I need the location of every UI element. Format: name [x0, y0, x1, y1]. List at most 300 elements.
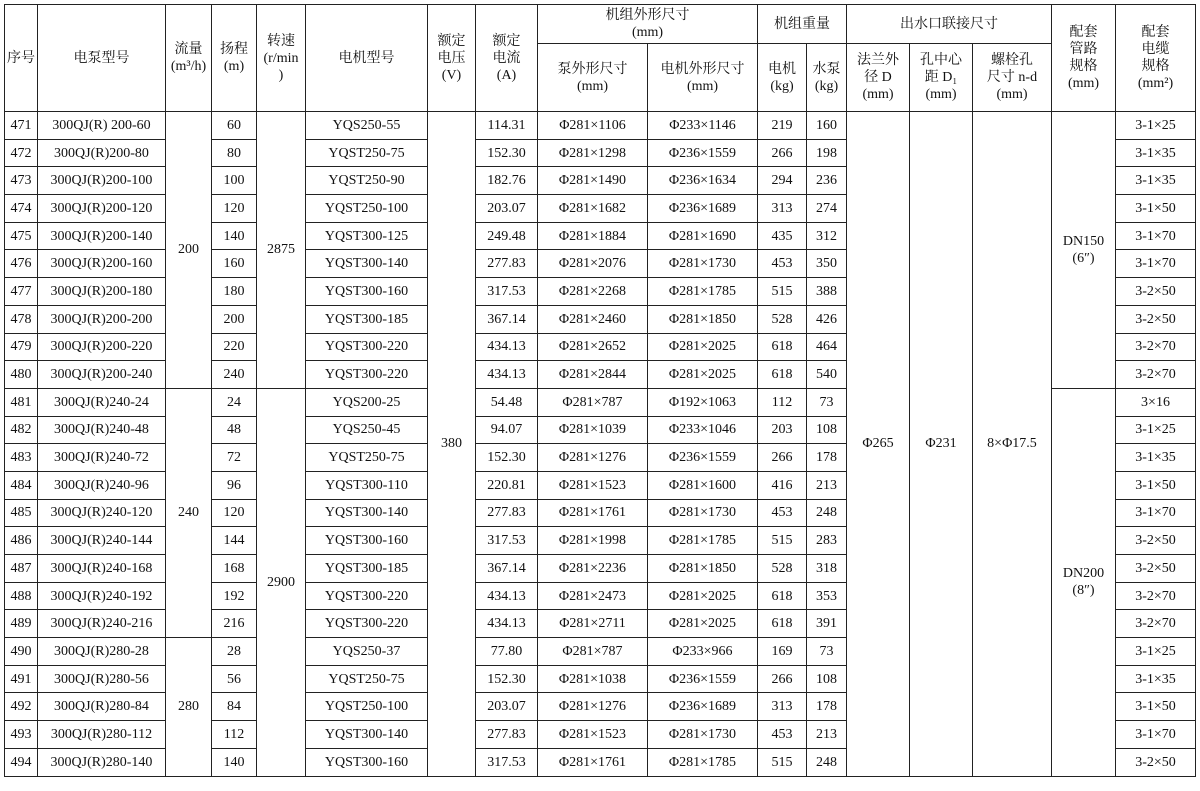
cell-motor-dim: Φ281×1785: [648, 278, 758, 306]
cell-motor: YQST300-185: [306, 305, 428, 333]
cell-pump-dim: Φ281×2076: [538, 250, 648, 278]
cell-current: 434.13: [476, 582, 538, 610]
cell-w-motor: 266: [758, 444, 807, 472]
header-speed-l1: (r/min: [263, 50, 299, 66]
cell-motor: YQS250-37: [306, 638, 428, 666]
cell-motor: YQST300-220: [306, 333, 428, 361]
cell-pump-dim: Φ281×1761: [538, 748, 648, 776]
cell-model: 300QJ(R)200-160: [38, 250, 166, 278]
cell-w-motor: 453: [758, 499, 807, 527]
cell-motor: YQST300-220: [306, 610, 428, 638]
cell-flange: Φ265: [847, 112, 910, 777]
cell-motor: YQST300-220: [306, 582, 428, 610]
cell-seq: 490: [5, 638, 38, 666]
cell-head: 28: [212, 638, 257, 666]
cell-cable: 3-2×50: [1116, 527, 1196, 555]
cell-current: 277.83: [476, 499, 538, 527]
cell-model: 300QJ(R)280-28: [38, 638, 166, 666]
cell-model: 300QJ(R)200-100: [38, 167, 166, 195]
cell-cable: 3-2×70: [1116, 361, 1196, 389]
cell-head: 168: [212, 555, 257, 583]
cell-motor-dim: Φ281×2025: [648, 333, 758, 361]
cell-model: 300QJ(R) 200-60: [38, 112, 166, 140]
header-w-motor-l0: 电机: [768, 61, 796, 77]
cell-w-pump: 108: [807, 416, 847, 444]
cell-cable: 3-1×25: [1116, 112, 1196, 140]
cell-motor: YQST300-110: [306, 471, 428, 499]
cell-cable: 3-1×35: [1116, 444, 1196, 472]
header-flow-l1: (m³/h): [170, 59, 207, 74]
cell-model: 300QJ(R)240-72: [38, 444, 166, 472]
cell-w-motor: 618: [758, 582, 807, 610]
cell-pump-dim: Φ281×1298: [538, 139, 648, 167]
cell-motor-dim: Φ281×1690: [648, 222, 758, 250]
cell-pump-dim: Φ281×1038: [538, 665, 648, 693]
cell-current: 94.07: [476, 416, 538, 444]
cell-model: 300QJ(R)200-180: [38, 278, 166, 306]
cell-w-motor: 294: [758, 167, 807, 195]
cell-w-motor: 453: [758, 250, 807, 278]
cell-seq: 486: [5, 527, 38, 555]
cell-w-pump: 178: [807, 693, 847, 721]
cell-pipe-line-0: DN150: [1062, 233, 1105, 249]
cell-seq: 491: [5, 665, 38, 693]
cell-model: 300QJ(R)280-112: [38, 721, 166, 749]
cell-current: 434.13: [476, 333, 538, 361]
cell-w-motor: 435: [758, 222, 807, 250]
cell-cable: 3-1×70: [1116, 250, 1196, 278]
cell-pump-dim: Φ281×787: [538, 638, 648, 666]
header-head: [212, 5, 257, 112]
header-seq: [5, 5, 38, 112]
cell-w-pump: 540: [807, 361, 847, 389]
cell-w-motor: 528: [758, 555, 807, 583]
cell-model: 300QJ(R)240-24: [38, 388, 166, 416]
cell-motor-dim: Φ192×1063: [648, 388, 758, 416]
header-bolt-l0: 螺栓孔: [991, 53, 1033, 68]
cell-motor-dim: Φ236×1559: [648, 139, 758, 167]
cell-current: 203.07: [476, 195, 538, 223]
cell-model: 300QJ(R)200-140: [38, 222, 166, 250]
cell-w-pump: 248: [807, 748, 847, 776]
cell-motor: YQST250-75: [306, 665, 428, 693]
header-row-1: [5, 5, 1196, 44]
cell-motor: YQST300-125: [306, 222, 428, 250]
cell-pump-dim: Φ281×2236: [538, 555, 648, 583]
cell-model: 300QJ(R)280-56: [38, 665, 166, 693]
cell-motor-dim: Φ281×1785: [648, 527, 758, 555]
cell-voltage: 380: [428, 112, 476, 777]
cell-motor: YQST300-160: [306, 748, 428, 776]
cell-pump-dim: Φ281×1490: [538, 167, 648, 195]
cell-current: 367.14: [476, 305, 538, 333]
cell-w-pump: 213: [807, 721, 847, 749]
cell-head: 192: [212, 582, 257, 610]
header-model: [38, 5, 166, 112]
cell-model: 300QJ(R)240-144: [38, 527, 166, 555]
cell-speed: 2900: [257, 388, 306, 776]
cell-current: 367.14: [476, 555, 538, 583]
cell-head: 72: [212, 444, 257, 472]
cell-hole-center: Φ231: [910, 112, 973, 777]
cell-head: 24: [212, 388, 257, 416]
cell-current: 249.48: [476, 222, 538, 250]
cell-w-pump: 73: [807, 388, 847, 416]
cell-w-motor: 453: [758, 721, 807, 749]
cell-head: 180: [212, 278, 257, 306]
cell-seq: 485: [5, 499, 38, 527]
header-weight: [758, 5, 847, 44]
cell-model: 300QJ(R)200-120: [38, 195, 166, 223]
cell-model: 300QJ(R)200-240: [38, 361, 166, 389]
cell-cable: 3-1×50: [1116, 693, 1196, 721]
cell-motor-dim: Φ236×1689: [648, 693, 758, 721]
cell-seq: 489: [5, 610, 38, 638]
cell-cable: 3-1×70: [1116, 499, 1196, 527]
header-motor-dim-l0: 电机外形尺寸: [660, 61, 745, 77]
header-flow: [166, 5, 212, 112]
cell-seq: 479: [5, 333, 38, 361]
header-cable-l0: 配套: [1141, 25, 1170, 40]
cell-model: 300QJ(R)200-200: [38, 305, 166, 333]
header-voltage-l1: 电压: [437, 50, 466, 66]
cell-motor: YQS250-45: [306, 416, 428, 444]
header-speed-l0: 转速: [267, 33, 295, 49]
cell-motor-dim: Φ233×1146: [648, 112, 758, 140]
cell-pump-dim: Φ281×1523: [538, 471, 648, 499]
cell-motor: YQS200-25: [306, 388, 428, 416]
cell-w-pump: 350: [807, 250, 847, 278]
header-flange-l2: (mm): [862, 87, 894, 102]
cell-w-motor: 618: [758, 361, 807, 389]
cell-motor-dim: Φ233×966: [648, 638, 758, 666]
cell-motor: YQST300-220: [306, 361, 428, 389]
header-current-l0: 额定: [492, 33, 521, 49]
cell-w-pump: 318: [807, 555, 847, 583]
cell-motor: YQST300-140: [306, 721, 428, 749]
cell-bolt: 8×Φ17.5: [973, 112, 1052, 777]
cell-head: 120: [212, 195, 257, 223]
cell-w-motor: 515: [758, 748, 807, 776]
header-motor-dim: [648, 44, 758, 112]
header-cable-l3: (mm²): [1137, 76, 1174, 91]
header-bolt-l2: (mm): [996, 87, 1028, 102]
header-head-l1: (m): [223, 59, 245, 74]
pump-spec-table: [4, 4, 1196, 777]
cell-model: 300QJ(R)240-168: [38, 555, 166, 583]
header-voltage: [428, 5, 476, 112]
header-pipe: [1052, 5, 1116, 112]
header-pipe-l1: 管路: [1069, 42, 1098, 57]
cell-cable: 3-2×50: [1116, 305, 1196, 333]
header-pipe-l0: 配套: [1069, 25, 1098, 40]
cell-seq: 472: [5, 139, 38, 167]
cell-pump-dim: Φ281×1761: [538, 499, 648, 527]
cell-cable: 3-2×70: [1116, 582, 1196, 610]
cell-motor-dim: Φ281×2025: [648, 361, 758, 389]
cell-motor-dim: Φ236×1634: [648, 167, 758, 195]
header-cable-l1: 电缆: [1141, 42, 1170, 57]
cell-seq: 482: [5, 416, 38, 444]
cell-motor-dim: Φ281×1730: [648, 250, 758, 278]
cell-head: 100: [212, 167, 257, 195]
cell-motor-dim: Φ281×2025: [648, 582, 758, 610]
cell-seq: 484: [5, 471, 38, 499]
header-pump-dim-l0: 泵外形尺寸: [557, 61, 628, 77]
cell-motor: YQST250-75: [306, 444, 428, 472]
cell-model: 300QJ(R)200-80: [38, 139, 166, 167]
cell-w-motor: 313: [758, 693, 807, 721]
header-bolt-l1: 尺寸 n-d: [986, 70, 1038, 85]
cell-seq: 474: [5, 195, 38, 223]
cell-current: 77.80: [476, 638, 538, 666]
cell-seq: 477: [5, 278, 38, 306]
cell-w-pump: 108: [807, 665, 847, 693]
header-motor-dim-l1: (mm): [686, 78, 719, 94]
cell-seq: 480: [5, 361, 38, 389]
header-current: [476, 5, 538, 112]
cell-current: 277.83: [476, 721, 538, 749]
cell-head: 200: [212, 305, 257, 333]
cell-model: 300QJ(R)280-84: [38, 693, 166, 721]
header-pump-dim-l1: (mm): [576, 78, 609, 94]
header-w-motor-l1: (kg): [770, 78, 794, 94]
cell-pump-dim: Φ281×1998: [538, 527, 648, 555]
cell-seq: 478: [5, 305, 38, 333]
cell-flow: 280: [166, 638, 212, 776]
cell-current: 434.13: [476, 610, 538, 638]
cell-head: 140: [212, 222, 257, 250]
cell-model: 300QJ(R)280-140: [38, 748, 166, 776]
header-hole-center-l0: 孔中心: [920, 53, 962, 68]
header-current-l1: 电流: [492, 50, 521, 66]
cell-current: 54.48: [476, 388, 538, 416]
cell-w-motor: 266: [758, 139, 807, 167]
cell-w-motor: 203: [758, 416, 807, 444]
cell-w-pump: 178: [807, 444, 847, 472]
header-w-pump: [807, 44, 847, 112]
cell-head: 160: [212, 250, 257, 278]
cell-motor: YQST250-100: [306, 693, 428, 721]
header-bolt: [973, 44, 1052, 112]
header-pump-dim: [538, 44, 648, 112]
cell-head: 48: [212, 416, 257, 444]
cell-head: 144: [212, 527, 257, 555]
cell-pump-dim: Φ281×1523: [538, 721, 648, 749]
cell-pump-dim: Φ281×1039: [538, 416, 648, 444]
cell-current: 317.53: [476, 278, 538, 306]
header-voltage-l0: 额定: [437, 33, 466, 49]
header-flange: [847, 44, 910, 112]
cell-w-motor: 618: [758, 610, 807, 638]
cell-w-motor: 515: [758, 527, 807, 555]
cell-w-pump: 353: [807, 582, 847, 610]
cell-current: 317.53: [476, 527, 538, 555]
cell-current: 220.81: [476, 471, 538, 499]
header-flange-l0: 法兰外: [857, 53, 899, 68]
header-dims-l0: 机组外形尺寸: [605, 8, 690, 23]
cell-pump-dim: Φ281×2473: [538, 582, 648, 610]
cell-pump-dim: Φ281×2652: [538, 333, 648, 361]
cell-seq: 476: [5, 250, 38, 278]
header-outlet-text: 出水口联接尺寸: [900, 16, 998, 32]
cell-head: 56: [212, 665, 257, 693]
header-seq-text: 序号: [7, 50, 35, 66]
cell-current: 182.76: [476, 167, 538, 195]
cell-pump-dim: Φ281×1884: [538, 222, 648, 250]
header-hole-center-l2: (mm): [925, 87, 957, 102]
cell-motor-dim: Φ281×1850: [648, 555, 758, 583]
header-current-l2: (A): [496, 67, 517, 83]
cell-pump-dim: Φ281×2844: [538, 361, 648, 389]
cell-pipe-line-1: (8″): [1072, 583, 1095, 599]
cell-model: 300QJ(R)240-216: [38, 610, 166, 638]
cell-motor-dim: Φ281×1600: [648, 471, 758, 499]
header-cable: [1116, 5, 1196, 112]
cell-seq: 473: [5, 167, 38, 195]
cell-pipe: [1052, 388, 1116, 776]
cell-w-pump: 274: [807, 195, 847, 223]
header-pipe-l3: (mm): [1067, 76, 1100, 91]
cell-motor-dim: Φ236×1689: [648, 195, 758, 223]
cell-speed: 2875: [257, 112, 306, 389]
cell-seq: 475: [5, 222, 38, 250]
cell-w-motor: 169: [758, 638, 807, 666]
cell-cable: 3-1×35: [1116, 167, 1196, 195]
cell-motor: YQST300-140: [306, 499, 428, 527]
cell-seq: 494: [5, 748, 38, 776]
cell-w-pump: 283: [807, 527, 847, 555]
cell-w-pump: 160: [807, 112, 847, 140]
cell-pump-dim: Φ281×1106: [538, 112, 648, 140]
header-voltage-l2: (V): [441, 67, 462, 83]
cell-head: 80: [212, 139, 257, 167]
cell-current: 152.30: [476, 444, 538, 472]
cell-cable: 3-1×70: [1116, 721, 1196, 749]
header-w-motor: [758, 44, 807, 112]
cell-w-pump: 198: [807, 139, 847, 167]
cell-motor: YQST250-100: [306, 195, 428, 223]
cell-w-pump: 236: [807, 167, 847, 195]
cell-pump-dim: Φ281×2460: [538, 305, 648, 333]
cell-w-pump: 248: [807, 499, 847, 527]
cell-seq: 493: [5, 721, 38, 749]
header-cable-l2: 规格: [1141, 59, 1170, 74]
cell-cable: 3-2×70: [1116, 333, 1196, 361]
cell-current: 152.30: [476, 139, 538, 167]
cell-head: 84: [212, 693, 257, 721]
cell-cable: 3-1×35: [1116, 139, 1196, 167]
cell-motor-dim: Φ236×1559: [648, 444, 758, 472]
cell-cable: 3-1×25: [1116, 416, 1196, 444]
spec-table-container: [4, 4, 1196, 777]
header-speed-l2: ): [278, 67, 284, 83]
cell-cable: 3-1×35: [1116, 665, 1196, 693]
cell-w-motor: 313: [758, 195, 807, 223]
cell-w-motor: 515: [758, 278, 807, 306]
header-hole-center-l1: 距 D₁: [924, 70, 958, 85]
cell-head: 96: [212, 471, 257, 499]
cell-head: 240: [212, 361, 257, 389]
cell-motor-dim: Φ281×1785: [648, 748, 758, 776]
cell-current: 434.13: [476, 361, 538, 389]
cell-w-motor: 112: [758, 388, 807, 416]
cell-motor: YQS250-55: [306, 112, 428, 140]
header-dims-l1: (mm): [631, 25, 664, 40]
cell-current: 114.31: [476, 112, 538, 140]
cell-pipe-line-0: DN200: [1062, 566, 1105, 582]
cell-w-pump: 426: [807, 305, 847, 333]
cell-motor: YQST250-90: [306, 167, 428, 195]
cell-w-motor: 528: [758, 305, 807, 333]
cell-pipe-line-1: (6″): [1072, 250, 1095, 266]
cell-cable: 3-2×70: [1116, 610, 1196, 638]
cell-motor-dim: Φ281×1730: [648, 499, 758, 527]
cell-flow: 200: [166, 112, 212, 389]
header-w-pump-l1: (kg): [814, 78, 839, 94]
cell-cable: 3-2×50: [1116, 278, 1196, 306]
cell-model: 300QJ(R)240-120: [38, 499, 166, 527]
cell-cable: 3×16: [1116, 388, 1196, 416]
cell-pump-dim: Φ281×1276: [538, 693, 648, 721]
header-speed: [257, 5, 306, 112]
cell-current: 317.53: [476, 748, 538, 776]
cell-w-pump: 73: [807, 638, 847, 666]
header-hole-center: [910, 44, 973, 112]
cell-head: 112: [212, 721, 257, 749]
cell-motor: YQST300-160: [306, 278, 428, 306]
cell-seq: 488: [5, 582, 38, 610]
cell-w-pump: 391: [807, 610, 847, 638]
cell-pump-dim: Φ281×1682: [538, 195, 648, 223]
header-motor-text: 电机型号: [338, 50, 395, 66]
header-dims: [538, 5, 758, 44]
cell-motor-dim: Φ233×1046: [648, 416, 758, 444]
cell-model: 300QJ(R)200-220: [38, 333, 166, 361]
cell-current: 152.30: [476, 665, 538, 693]
header-flow-l0: 流量: [174, 42, 203, 57]
cell-motor-dim: Φ281×2025: [648, 610, 758, 638]
cell-head: 220: [212, 333, 257, 361]
cell-pump-dim: Φ281×2711: [538, 610, 648, 638]
cell-motor-dim: Φ236×1559: [648, 665, 758, 693]
cell-w-pump: 312: [807, 222, 847, 250]
cell-flow: 240: [166, 388, 212, 637]
cell-seq: 492: [5, 693, 38, 721]
cell-head: 216: [212, 610, 257, 638]
cell-w-motor: 618: [758, 333, 807, 361]
cell-motor-dim: Φ281×1850: [648, 305, 758, 333]
cell-pipe: [1052, 112, 1116, 389]
cell-motor: YQST300-185: [306, 555, 428, 583]
header-flange-l1: 径 D: [864, 70, 892, 85]
cell-pump-dim: Φ281×787: [538, 388, 648, 416]
cell-cable: 3-1×50: [1116, 195, 1196, 223]
cell-cable: 3-1×25: [1116, 638, 1196, 666]
header-head-l0: 扬程: [220, 42, 248, 57]
cell-w-motor: 416: [758, 471, 807, 499]
cell-model: 300QJ(R)240-96: [38, 471, 166, 499]
header-pipe-l2: 规格: [1069, 59, 1098, 74]
header-outlet: [847, 5, 1052, 44]
cell-motor: YQST300-140: [306, 250, 428, 278]
cell-w-motor: 219: [758, 112, 807, 140]
cell-model: 300QJ(R)240-48: [38, 416, 166, 444]
cell-current: 277.83: [476, 250, 538, 278]
table-row: [5, 112, 1196, 140]
cell-seq: 487: [5, 555, 38, 583]
cell-current: 203.07: [476, 693, 538, 721]
